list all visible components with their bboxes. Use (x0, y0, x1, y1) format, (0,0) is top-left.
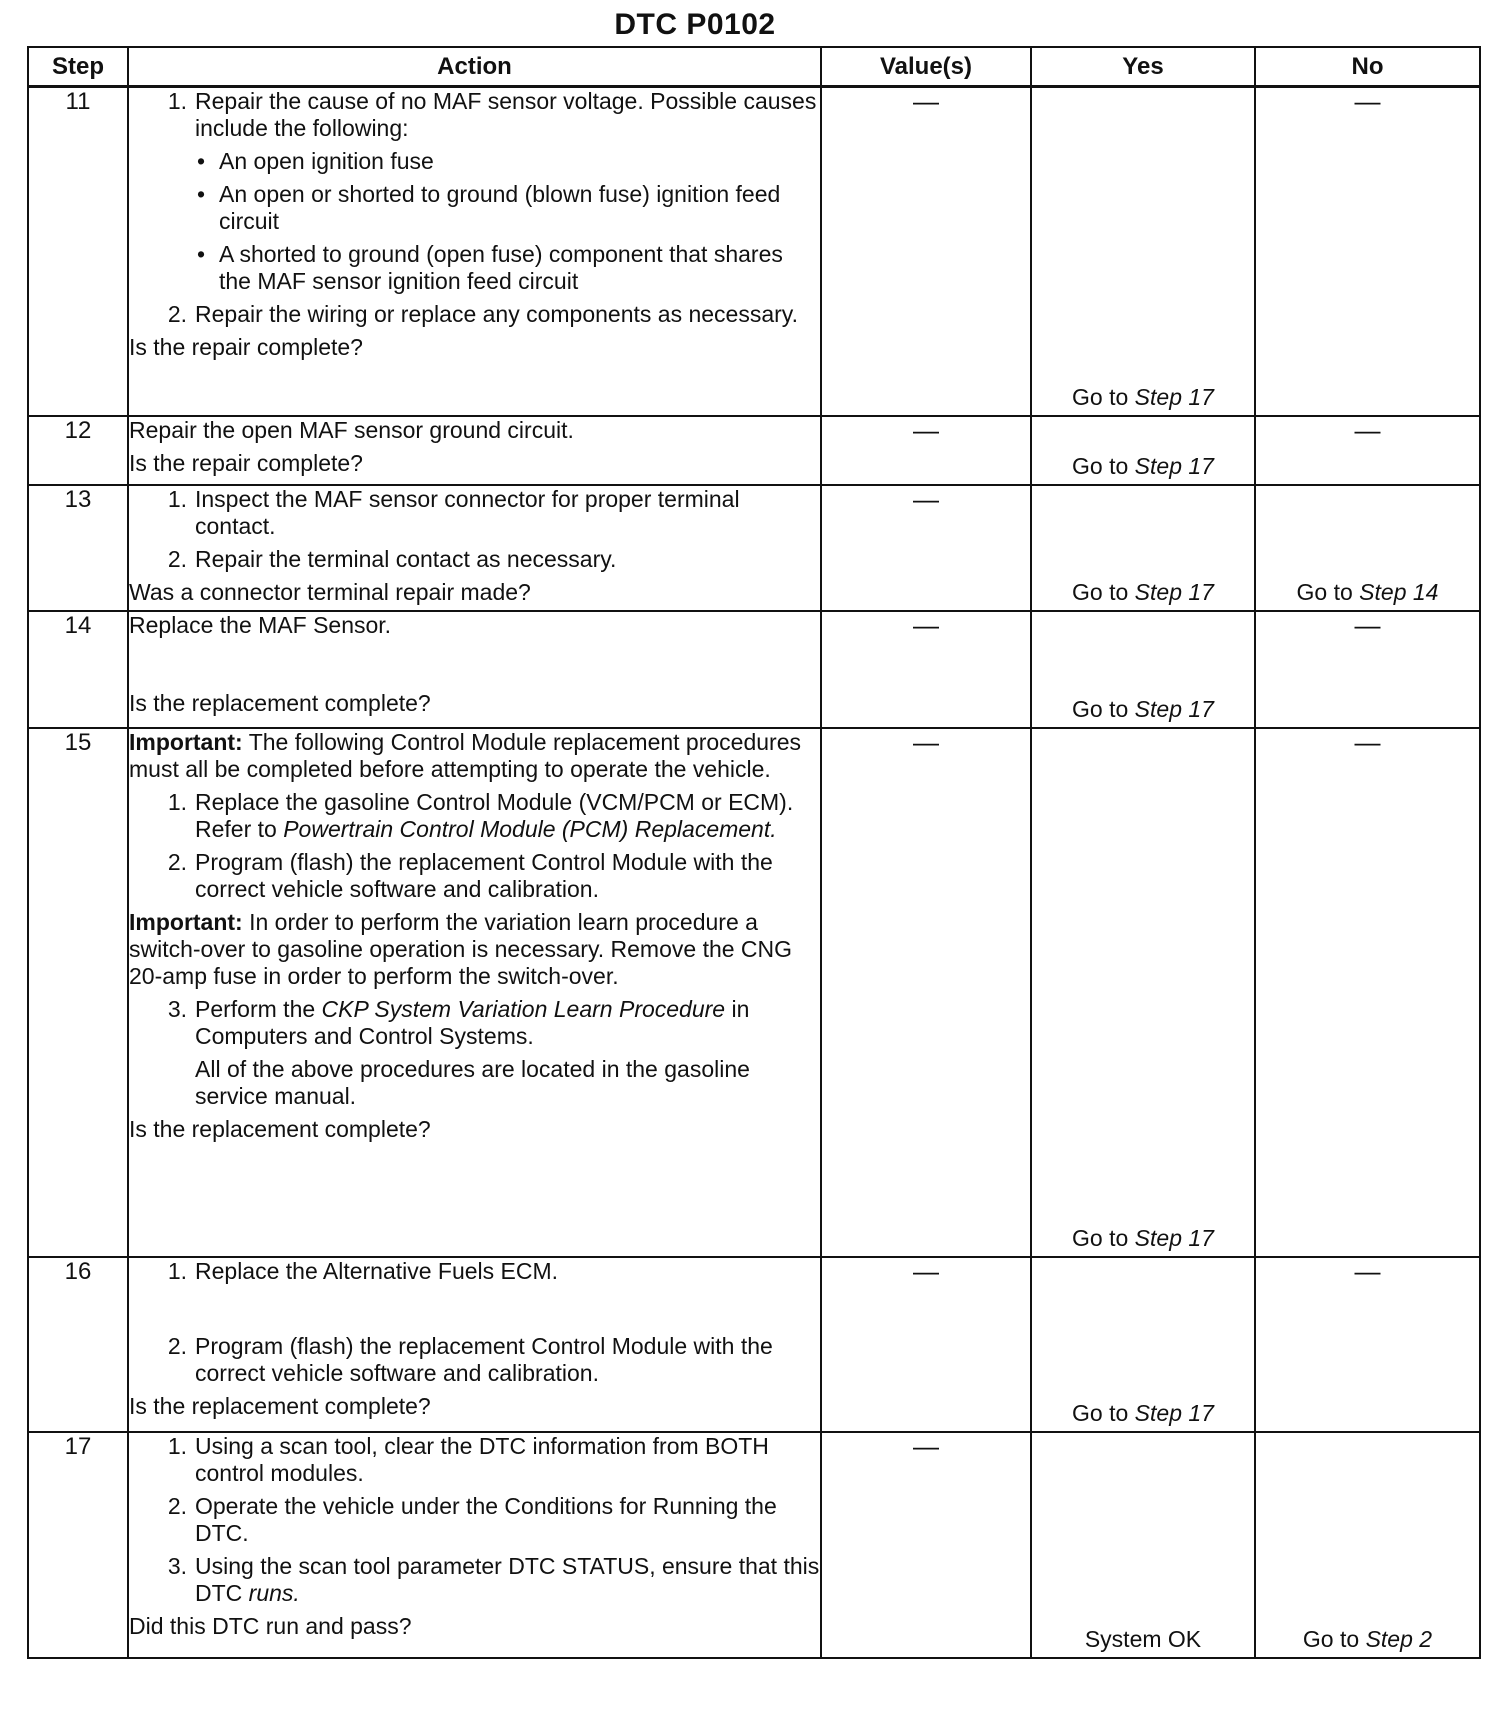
values-cell: — (821, 1257, 1031, 1432)
goto-step: Step 14 (1359, 578, 1439, 605)
header-yes: Yes (1031, 47, 1255, 87)
goto-step: Step 17 (1134, 1224, 1214, 1251)
yes-goto (1032, 696, 1254, 723)
step-number: 15 (28, 728, 128, 1257)
yes-goto (1032, 453, 1254, 480)
item-number: 1. (167, 485, 187, 512)
action-question: Did this DTC run and pass? (129, 1612, 412, 1639)
no-goto (1256, 579, 1479, 606)
action-text: Program (flash) the replacement Control Module with the correct vehicle software and calibration. (195, 1332, 773, 1386)
reference-link-text: CKP System Variation Learn Procedure (321, 995, 726, 1022)
bullet-text: An open or shorted to ground (blown fuse) ignition feed circuit (219, 181, 781, 234)
action-text: Repair the open MAF sensor ground circuit. (129, 416, 574, 443)
item-number: 2. (167, 545, 187, 572)
header-values: Value(s) (821, 47, 1031, 87)
table-row (28, 728, 1480, 1257)
yes-cell (1031, 87, 1255, 416)
action-question: Is the repair complete? (129, 334, 363, 360)
action-text: Using a scan tool, clear the DTC information from BOTH control modules. (195, 1432, 769, 1486)
values-cell: — (821, 611, 1031, 728)
yes-result: System OK (1084, 1625, 1202, 1652)
header-action: Action (128, 47, 821, 87)
action-cell (128, 611, 821, 728)
yes-goto (1032, 1225, 1254, 1252)
yes-cell (1031, 1257, 1255, 1432)
action-cell (128, 1257, 821, 1432)
action-question: Is the replacement complete? (129, 1115, 431, 1142)
action-question: Is the repair complete? (129, 449, 363, 476)
action-text: in Computers and Control Systems. (195, 995, 750, 1049)
action-question: Was a connector terminal repair made? (129, 578, 531, 605)
table-row (28, 416, 1480, 485)
yes-goto (1032, 384, 1254, 411)
yes-cell (1031, 728, 1255, 1257)
goto-prefix: Go to (1072, 452, 1129, 479)
bullet-mark: • (197, 148, 206, 174)
table-row (28, 485, 1480, 611)
no-cell: — (1255, 87, 1480, 416)
diagnostic-table (27, 46, 1481, 1659)
header-no: No (1255, 47, 1480, 87)
action-cell (128, 416, 821, 485)
goto-prefix: Go to (1072, 1399, 1129, 1426)
goto-prefix: Go to (1072, 383, 1129, 410)
table-row (28, 87, 1480, 416)
yes-cell (1031, 1432, 1255, 1658)
goto-prefix: Go to (1072, 695, 1129, 722)
action-text: Inspect the MAF sensor connector for proper terminal contact. (195, 485, 740, 539)
yes-goto (1032, 579, 1254, 606)
action-text: Perform the (195, 995, 322, 1022)
action-text: Repair the cause of no MAF sensor voltage. Possible causes include the following: (195, 88, 817, 141)
table-header-row (28, 47, 1480, 87)
action-text: Replace the MAF Sensor. (129, 611, 392, 638)
goto-step: Step 17 (1134, 695, 1214, 722)
reference-link-text: Powertrain Control Module (PCM) Replacement. (283, 815, 777, 842)
action-text: Replace the gasoline Control Module (VCM/PCM or ECM). Refer to (195, 788, 794, 842)
goto-prefix: Go to (1302, 1625, 1360, 1652)
yes-goto (1032, 1400, 1254, 1427)
table-row (28, 1257, 1480, 1432)
goto-prefix: Go to (1072, 578, 1129, 605)
no-goto (1256, 1626, 1479, 1653)
no-cell (1255, 485, 1480, 611)
item-number: 1. (167, 788, 187, 815)
item-number: 2. (167, 301, 187, 327)
important-label: Important: (129, 908, 243, 935)
action-text: Using the scan tool parameter DTC STATUS, ensure that this DTC (195, 1552, 820, 1606)
bullet-mark: • (197, 241, 206, 267)
no-cell: — (1255, 416, 1480, 485)
item-number: 2. (167, 1332, 187, 1359)
goto-step: Step 2 (1365, 1625, 1433, 1652)
goto-prefix: Go to (1072, 1224, 1129, 1251)
yes-cell (1031, 611, 1255, 728)
item-number: 1. (167, 88, 187, 114)
values-cell: — (821, 87, 1031, 416)
header-step: Step (28, 47, 128, 87)
action-cell (128, 1432, 821, 1658)
goto-prefix: Go to (1296, 578, 1353, 605)
table-row (28, 1432, 1480, 1658)
values-cell: — (821, 485, 1031, 611)
action-question: Is the replacement complete? (129, 1392, 431, 1419)
step-number: 14 (28, 611, 128, 728)
action-cell (128, 87, 821, 416)
action-text-italic: runs. (248, 1579, 300, 1606)
bullet-text: A shorted to ground (open fuse) component that shares the MAF sensor ignition feed circuit (219, 241, 783, 294)
important-note: The following Control Module replacement procedures must all be completed before attempting to operate the vehicle. (129, 728, 801, 782)
step-number: 16 (28, 1257, 128, 1432)
action-cell (128, 485, 821, 611)
goto-step: Step 17 (1134, 383, 1214, 410)
action-text: Program (flash) the replacement Control Module with the correct vehicle software and calibration. (195, 848, 773, 902)
action-text: Replace the Alternative Fuels ECM. (195, 1257, 559, 1284)
values-cell: — (821, 416, 1031, 485)
action-cell (128, 728, 821, 1257)
action-text: Repair the terminal contact as necessary. (195, 545, 617, 572)
table-row (28, 611, 1480, 728)
item-number: 1. (167, 1257, 187, 1284)
bullet-text: An open ignition fuse (219, 148, 434, 174)
no-cell (1255, 1432, 1480, 1658)
yes-cell (1031, 485, 1255, 611)
yes-cell (1031, 416, 1255, 485)
goto-step: Step 17 (1134, 452, 1214, 479)
item-number: 2. (167, 1492, 187, 1519)
item-number: 1. (167, 1432, 187, 1459)
important-note: In order to perform the variation learn procedure a switch-over to gasoline operation is necessary. Remove the CNG 20-amp fuse in order to perform the switch-over. (129, 908, 793, 989)
no-cell: — (1255, 611, 1480, 728)
action-text: Operate the vehicle under the Conditions for Running the DTC. (195, 1492, 777, 1546)
bullet-mark: • (197, 181, 206, 207)
action-question: Is the replacement complete? (129, 689, 431, 716)
values-cell: — (821, 1432, 1031, 1658)
values-cell: — (821, 728, 1031, 1257)
step-number: 13 (28, 485, 128, 611)
item-number: 2. (167, 848, 187, 875)
no-cell: — (1255, 728, 1480, 1257)
important-label: Important: (129, 728, 243, 755)
action-text: Repair the wiring or replace any components as necessary. (195, 301, 798, 327)
item-number: 3. (167, 995, 187, 1022)
goto-step: Step 17 (1134, 1399, 1214, 1426)
action-subtext: All of the above procedures are located in the gasoline service manual. (195, 1055, 750, 1109)
step-number: 17 (28, 1432, 128, 1658)
no-cell: — (1255, 1257, 1480, 1432)
page-title: DTC P0102 (614, 8, 776, 41)
item-number: 3. (167, 1552, 187, 1579)
step-number: 11 (28, 87, 128, 416)
step-number: 12 (28, 416, 128, 485)
goto-step: Step 17 (1134, 578, 1214, 605)
